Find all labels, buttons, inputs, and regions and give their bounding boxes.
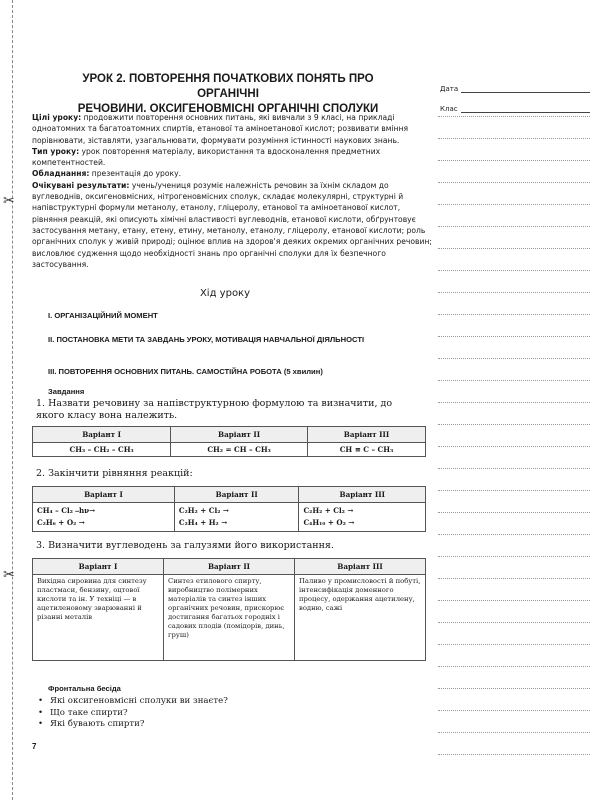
formula-cell: CH₂ = CH – CH₃ xyxy=(171,443,308,457)
note-line xyxy=(438,622,590,623)
variant-3-header: Варіант ІІІ xyxy=(295,559,426,575)
table-task-2 xyxy=(32,486,426,532)
frontal-questions xyxy=(38,696,228,731)
date-field[interactable] xyxy=(461,85,590,93)
reaction-equation: CH₄ – Cl₂ ⎯hν→ xyxy=(37,506,96,515)
list-item: • Які бувають спирти? xyxy=(38,719,228,731)
task-2: 2. Закінчити рівняння реакцій: xyxy=(36,468,193,479)
reaction-equation: C₂H₂ + Cl₂ → xyxy=(303,506,354,515)
title-line-1: УРОК 2. ПОВТОРЕННЯ ПОЧАТКОВИХ ПОНЯТЬ ПРО ОРГАНІЧНІ xyxy=(82,73,374,100)
note-line xyxy=(438,402,590,403)
cut-line xyxy=(12,0,13,800)
equipment-text: презентація до уроку. xyxy=(89,169,182,179)
section-review: ІІІ. ПОВТОРЕННЯ ОСНОВНИХ ПИТАНЬ. САМОСТІЙНА РОБОТА (5 хвилин) xyxy=(48,367,323,376)
task-3: 3. Визначити вуглеводень за галузями його використання. xyxy=(36,540,334,551)
reaction-equation: C₄H₁₀ + O₂ → xyxy=(303,518,355,527)
note-line xyxy=(438,512,590,513)
tasks-label: Завдання xyxy=(48,387,85,396)
aims-label: Цілі уроку: xyxy=(32,113,82,122)
note-line xyxy=(438,446,590,447)
section-goal: ІІ. ПОСТАНОВКА МЕТИ ТА ЗАВДАНЬ УРОКУ, МОТИВАЦІЯ НАВЧАЛЬНОЇ ДІЯЛЬНОСТІ xyxy=(48,335,365,344)
note-line xyxy=(438,468,590,469)
note-line xyxy=(438,182,590,183)
note-line xyxy=(438,336,590,337)
variant-3-header: Варіант ІІІ xyxy=(299,487,426,503)
variant-1-header: Варіант І xyxy=(33,559,164,575)
formula-cell: CH₃ – CH₂ – CH₃ xyxy=(33,443,171,457)
variant-3-header: Варіант ІІІ xyxy=(307,427,425,443)
notes-margin xyxy=(438,116,590,756)
reaction-cell xyxy=(33,503,175,532)
note-line xyxy=(438,292,590,293)
usage-cell: Паливо у промисловості й побуті, інтенсифікація доменного процесу, одержання ацетилену, водню, сажі xyxy=(295,575,426,661)
aims-paragraph xyxy=(32,112,432,146)
results-text: учень/учениця розуміє належність речовин за їхнім складом до вуглеводнів, оксигеновмісних, нітрогеновмісних сполук, складає молекулярні, структурні й напівструктурні формули метанолу, етанолу, гліцеролу, етанової та аміноетанової кислот, рівняння реакцій, які описують хімічні властивості вуглеводнів, етанової кислоти, обґрунтовує застосування метану, етану, етену, етину, метанолу, етанолу, гліцеролу, етанової кислоти; роль органічних сполук у живій природі; оцінює вплив на здоров'я деяких окремих органічних речовин; висловлює судження щодо необхідності знань про органічні сполуки для їх безпечного застосування. xyxy=(32,180,432,269)
type-label: Тип уроку: xyxy=(32,146,80,156)
variant-2-header: Варіант ІІ xyxy=(164,559,295,575)
note-line xyxy=(438,204,590,205)
note-line xyxy=(438,160,590,161)
note-line xyxy=(438,138,590,139)
note-line xyxy=(438,424,590,425)
note-line xyxy=(438,226,590,227)
reaction-cell xyxy=(174,503,299,532)
frontal-talk-title: Фронтальна бесіда xyxy=(48,684,121,693)
variant-1-header: Варіант І xyxy=(33,487,175,503)
table-row xyxy=(33,503,426,532)
results-paragraph xyxy=(32,180,432,270)
table-header-row xyxy=(33,427,426,443)
variant-2-header: Варіант ІІ xyxy=(171,427,308,443)
reaction-equation: C₂H₂ + Cl₂ → xyxy=(178,506,229,515)
date-label: Дата xyxy=(440,85,459,93)
note-line xyxy=(438,534,590,535)
type-paragraph xyxy=(32,146,432,169)
section-organizational: І. ОРГАНІЗАЦІЙНИЙ МОМЕНТ xyxy=(48,311,158,320)
table-row xyxy=(33,443,426,457)
note-line xyxy=(438,490,590,491)
aims-text: продовжити повторення основних питань, які вивчали з 9 класі, на прикладі одноатомних та багатоатомних спиртів, етанової та аміноетанової кислот; розвивати вміння порівнювати, зіставляти, узагальнювати, формувати розуміння істинності наукових знань. xyxy=(32,113,409,145)
class-label: Клас xyxy=(440,105,458,113)
usage-cell: Вихідна сировина для синтезу пластмаси, бензину, оцтової кислоти та ін. У техніці — в ацетиленовому зварюванні й різанні металів xyxy=(33,575,164,661)
note-line xyxy=(438,644,590,645)
lesson-intro xyxy=(32,112,432,270)
variant-2-header: Варіант ІІ xyxy=(174,487,299,503)
note-line xyxy=(438,688,590,689)
list-item: • Що таке спирти? xyxy=(38,708,228,720)
scissors-icon: ✂ xyxy=(3,567,15,583)
note-line xyxy=(438,314,590,315)
note-line xyxy=(438,556,590,557)
note-line xyxy=(438,710,590,711)
type-text: урок повторення матеріалу, використання та вдосконалення предметних компетентностей. xyxy=(32,146,381,168)
note-line xyxy=(438,754,590,755)
reaction-equation: C₂H₄ + H₂ → xyxy=(178,518,228,527)
table-header-row xyxy=(33,559,426,575)
note-line xyxy=(438,358,590,359)
table-header-row xyxy=(33,487,426,503)
note-line xyxy=(438,666,590,667)
equipment-label: Обладнання: xyxy=(32,169,90,179)
reaction-cell xyxy=(299,503,426,532)
scissors-icon: ✂ xyxy=(3,193,15,209)
title-line-2: РЕЧОВИНИ. ОКСИГЕНОВМІСНІ ОРГАНІЧНІ СПОЛУКИ xyxy=(77,103,379,115)
lesson-meta xyxy=(440,73,590,113)
date-row xyxy=(440,73,590,93)
equipment-paragraph xyxy=(32,168,432,179)
note-line xyxy=(438,270,590,271)
note-line xyxy=(438,248,590,249)
lesson-course-heading: Хід уроку xyxy=(199,288,251,299)
note-line xyxy=(438,380,590,381)
note-line xyxy=(438,732,590,733)
page-number: 7 xyxy=(32,742,37,751)
lesson-title xyxy=(58,72,398,117)
table-task-3 xyxy=(32,558,426,661)
formula-cell: CH ≡ C – CH₃ xyxy=(307,443,425,457)
reaction-equation: C₂H₆ + O₂ → xyxy=(37,518,85,527)
class-row xyxy=(440,93,590,113)
variant-1-header: Варіант І xyxy=(33,427,171,443)
results-label: Очікувані результати: xyxy=(32,180,130,190)
class-field[interactable] xyxy=(461,105,590,113)
note-line xyxy=(438,116,590,117)
table-task-1 xyxy=(32,426,426,457)
usage-cell: Синтез етилового спирту, виробництво полімерних матеріалів та синтез інших органічних речовин, прискорює достигання багатьох городніх і садових плодів (помідорів, динь, груш) xyxy=(164,575,295,661)
list-item: • Які оксигеновмісні сполуки ви знаєте? xyxy=(38,696,228,708)
task-1: 1. Назвати речовину за напівструктурною формулою та визначити, до якого класу вона належить. xyxy=(36,398,393,421)
note-line xyxy=(438,578,590,579)
note-line xyxy=(438,600,590,601)
table-row xyxy=(33,575,426,661)
